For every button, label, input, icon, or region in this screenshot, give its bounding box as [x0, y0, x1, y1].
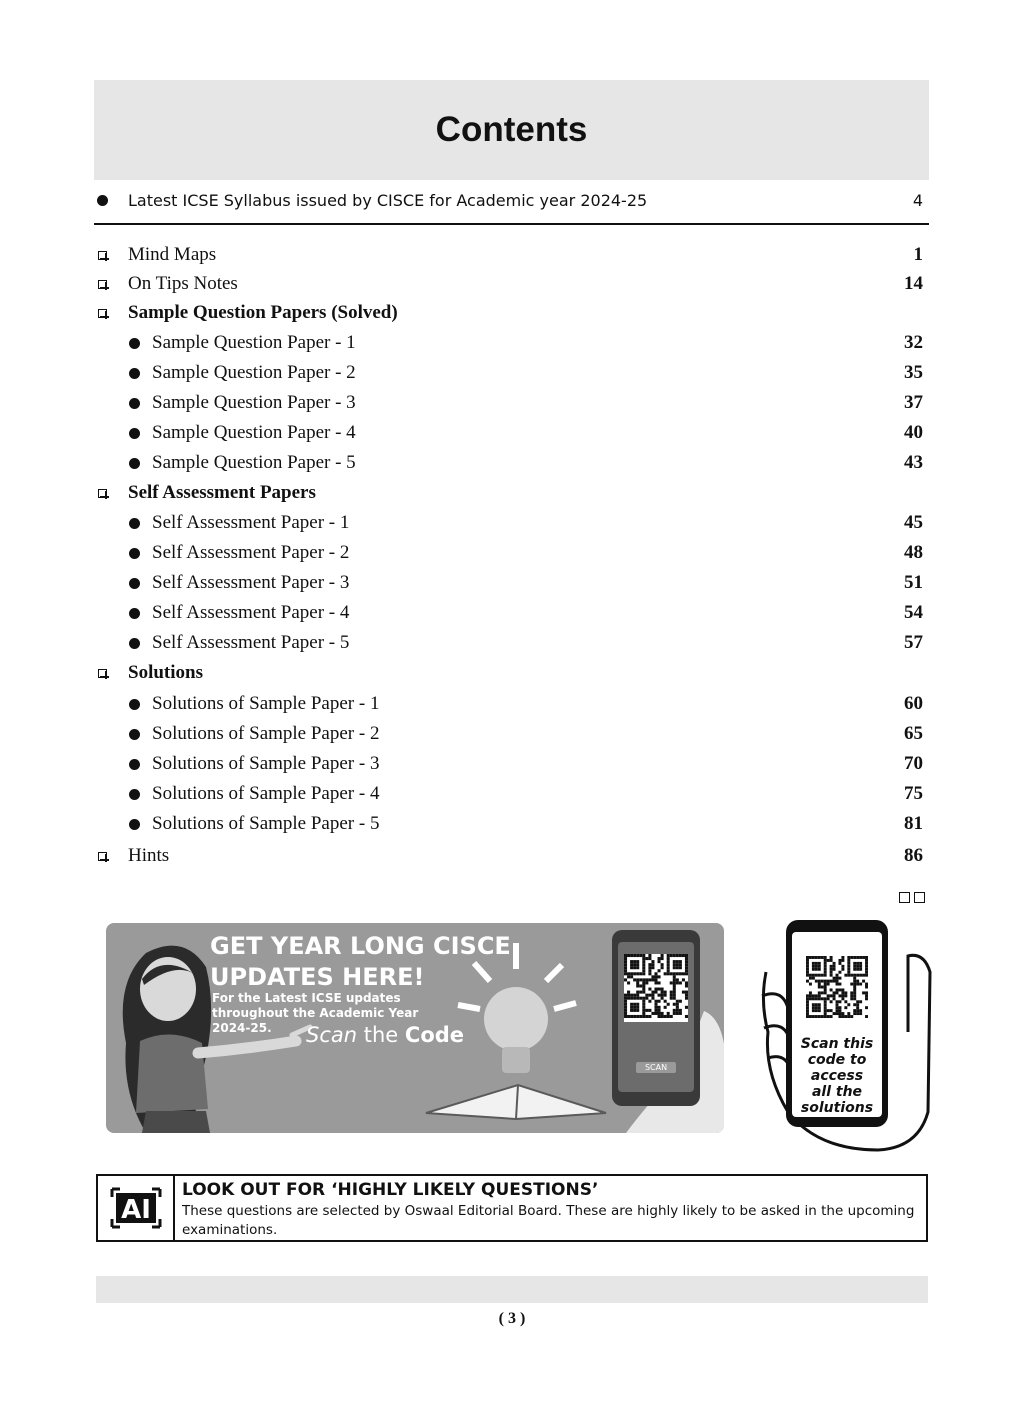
toc-section[interactable] [94, 273, 929, 299]
toc-page-number: 14 [904, 273, 923, 294]
checkbox-bullet-icon [98, 852, 107, 861]
bullet-icon [129, 819, 140, 830]
toc-label: Solutions of Sample Paper - 3 [152, 753, 380, 774]
toc-subitem[interactable] [94, 783, 929, 809]
toc-subitem[interactable] [94, 422, 929, 448]
toc-page-number: 45 [904, 512, 923, 533]
bullet-icon [129, 518, 140, 529]
toc-label: Sample Question Paper - 3 [152, 392, 356, 413]
toc-page-number: 81 [904, 813, 923, 834]
syllabus-label: Latest ICSE Syllabus issued by CISCE for Academic year 2024-25 [128, 191, 648, 210]
toc-label: Sample Question Paper - 1 [152, 332, 356, 353]
checkbox-bullet-icon [98, 669, 107, 678]
solutions-qr-code-icon[interactable] [806, 956, 868, 1018]
ai-logo-cell [98, 1176, 175, 1240]
toc-subitem[interactable] [94, 632, 929, 658]
bullet-icon [129, 428, 140, 439]
toc-subitem[interactable] [94, 813, 929, 839]
toc-page-number: 86 [904, 845, 923, 866]
toc-page-number: 35 [904, 362, 923, 383]
checkbox-bullet-icon [98, 309, 107, 318]
toc-subitem[interactable] [94, 602, 929, 628]
toc-page-number: 48 [904, 542, 923, 563]
toc-subitem[interactable] [94, 572, 929, 598]
bullet-icon [129, 398, 140, 409]
toc-page-number: 32 [904, 332, 923, 353]
banner-phone [612, 930, 700, 1106]
bullet-icon [129, 759, 140, 770]
toc-page-number: 1 [913, 244, 923, 265]
toc-page-number: 40 [904, 422, 923, 443]
bullet-icon [129, 578, 140, 589]
toc-label: Solutions of Sample Paper - 4 [152, 783, 380, 804]
toc-label: On Tips Notes [128, 273, 238, 294]
checkbox-bullet-icon [98, 251, 107, 260]
toc-subitem[interactable] [94, 512, 929, 538]
highly-likely-notice [96, 1174, 928, 1242]
banner-scan-text: Scan the Code [306, 1023, 465, 1047]
divider [94, 223, 929, 225]
toc-label: Solutions [128, 662, 203, 683]
checkbox-bullet-icon [98, 280, 107, 289]
toc-subitem[interactable] [94, 362, 929, 388]
banner-headline: GET YEAR LONG CISCE UPDATES HERE! [210, 932, 511, 991]
bullet-icon [129, 789, 140, 800]
toc-label: Self Assessment Paper - 3 [152, 572, 350, 593]
bullet-icon [129, 458, 140, 469]
page-number: ( 3 ) [498, 1310, 526, 1327]
toc-label: Self Assessment Papers [128, 482, 316, 503]
footer-band [96, 1276, 928, 1303]
svg-text:AI: AI [121, 1195, 151, 1225]
toc-section[interactable] [94, 244, 929, 270]
banner-subtext: For the Latest ICSE updates throughout the Academic Year 2024-25. [212, 991, 419, 1035]
toc-section[interactable] [94, 482, 929, 508]
toc-label: Solutions of Sample Paper - 1 [152, 693, 380, 714]
toc-subitem[interactable] [94, 542, 929, 568]
toc-page-number: 43 [904, 452, 923, 473]
notice-text: These questions are selected by Oswaal Editorial Board. These are highly likely to be asked in the upcoming examinations. [182, 1203, 915, 1238]
bullet-icon [129, 729, 140, 740]
bullet-icon [129, 368, 140, 379]
bullet-icon [129, 548, 140, 559]
toc-subitem[interactable] [94, 693, 929, 719]
toc-page-number: 54 [904, 602, 923, 623]
ai-logo-icon [108, 1185, 164, 1231]
toc-label: Sample Question Papers (Solved) [128, 302, 398, 323]
scan-button[interactable]: SCAN [636, 1062, 676, 1073]
bullet-icon [129, 608, 140, 619]
toc-label: Self Assessment Paper - 2 [152, 542, 350, 563]
toc-subitem[interactable] [94, 392, 929, 418]
phone-caption: Scan this code to access all the solutions [800, 1036, 874, 1116]
syllabus-entry[interactable] [94, 190, 929, 214]
toc-label: Solutions of Sample Paper - 2 [152, 723, 380, 744]
toc-subitem[interactable] [94, 332, 929, 358]
toc-page-number: 57 [904, 632, 923, 653]
notice-title: LOOK OUT FOR ‘HIGHLY LIKELY QUESTIONS’ [182, 1180, 599, 1200]
toc-label: Sample Question Paper - 2 [152, 362, 356, 383]
toc-label: Sample Question Paper - 4 [152, 422, 356, 443]
bullet-icon [97, 195, 108, 206]
checkbox-bullet-icon [98, 489, 107, 498]
toc-label: Self Assessment Paper - 4 [152, 602, 350, 623]
end-mark-icon [899, 892, 929, 904]
toc-page-number: 37 [904, 392, 923, 413]
bullet-icon [129, 699, 140, 710]
toc-label: Self Assessment Paper - 1 [152, 512, 350, 533]
side-phone [786, 920, 888, 1127]
toc-label: Mind Maps [128, 244, 217, 265]
toc-label: Solutions of Sample Paper - 5 [152, 813, 380, 834]
page-title: Contents [435, 110, 588, 149]
toc-label: Sample Question Paper - 5 [152, 452, 356, 473]
bullet-icon [129, 638, 140, 649]
toc-page-number: 65 [904, 723, 923, 744]
toc-section[interactable] [94, 662, 929, 688]
bullet-icon [129, 338, 140, 349]
toc-page-number: 60 [904, 693, 923, 714]
toc-page-number: 51 [904, 572, 923, 593]
toc-label: Self Assessment Paper - 5 [152, 632, 350, 653]
toc-subitem[interactable] [94, 452, 929, 478]
toc-section[interactable] [94, 845, 929, 871]
syllabus-page-number: 4 [912, 191, 923, 210]
toc-page-number: 70 [904, 753, 923, 774]
toc-page-number: 75 [904, 783, 923, 804]
title-band [94, 80, 929, 180]
toc-section[interactable] [94, 302, 929, 328]
qr-code-icon[interactable] [624, 954, 688, 1022]
toc-label: Hints [128, 845, 170, 866]
toc-subitem[interactable] [94, 753, 929, 779]
toc-subitem[interactable] [94, 723, 929, 749]
